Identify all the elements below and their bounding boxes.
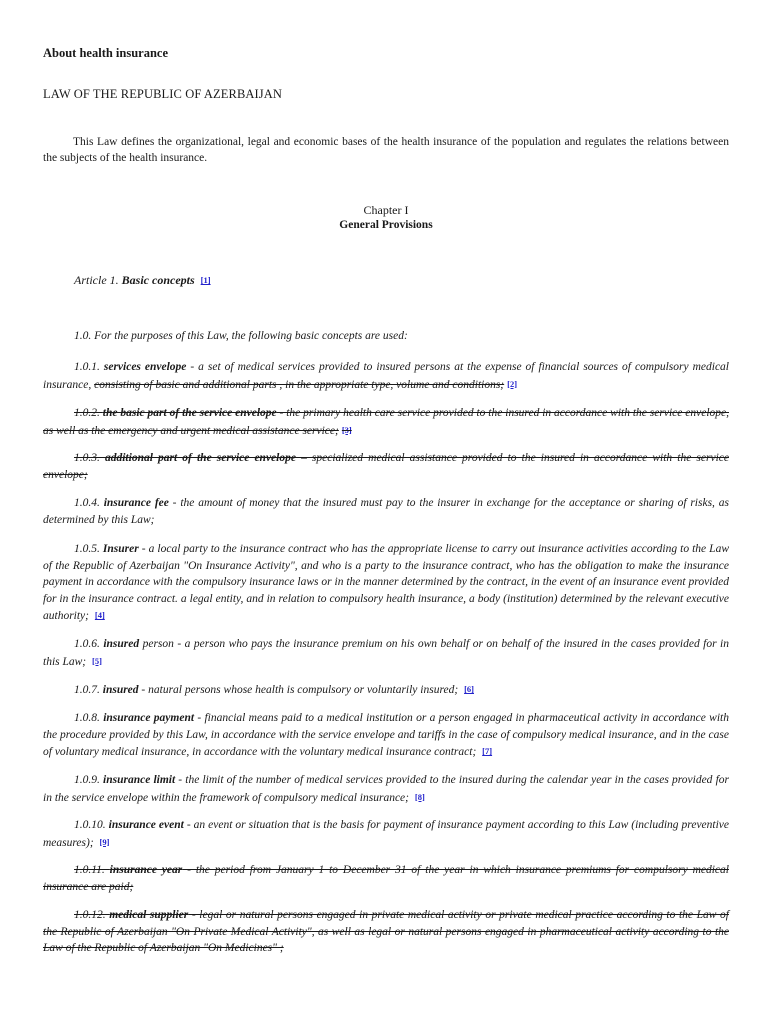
definition-item bbox=[43, 681, 729, 699]
definition-item bbox=[43, 636, 729, 670]
chapter-name: General Provisions bbox=[339, 219, 433, 231]
definition-item bbox=[43, 495, 729, 528]
preamble-paragraph: This Law defines the organizational, legal and economic bases of the health insurance of the population and regulates the relations between the subjects of the health insurance. bbox=[43, 136, 729, 164]
definition-item bbox=[43, 710, 729, 761]
article-prefix: Article 1. bbox=[74, 273, 122, 287]
footnote-link[interactable]: [5] bbox=[92, 655, 102, 666]
item-definition: - a set of medical services provided to insured persons at the expense of financial sources of compulsory medical insurance, bbox=[43, 361, 729, 391]
item-definition: - natural persons whose health is compulsory or voluntarily insured; bbox=[138, 684, 459, 696]
definition-item bbox=[43, 817, 729, 851]
definition-item bbox=[43, 907, 729, 957]
item-number: 1.0.12. bbox=[74, 909, 110, 921]
item-definition: - a local party to the insurance contract who has the appropriate license to carry out insurance activities according to the Law of the Republic of Azerbaijan "On Insurance Activity", and who is a party to the insurance contract, who has the obligation to make the insurance payment in accordance with the compulsory insurance laws or in the manner determined by the contract, in the event of an insurance event provided for in the insurance contract. a legal entity, and in relation to compulsory health insurance, a body (institution) determined by the relevant executive authority; bbox=[43, 543, 729, 622]
item-term: insurance fee bbox=[103, 497, 169, 509]
footnote-link[interactable]: [4] bbox=[94, 610, 105, 620]
item-definition: - the amount of money that the insured must pay to the insurer in exchange for the acceptance or sharing of risks, as determined by this Law; bbox=[43, 497, 729, 526]
item-term: insurance event bbox=[108, 819, 184, 831]
item-term: services envelope bbox=[103, 361, 187, 373]
item-number: 1.0.9. bbox=[74, 774, 104, 786]
item-number: 1.0.1. bbox=[74, 361, 104, 373]
definition-item bbox=[43, 541, 729, 625]
footnote-link[interactable]: [1] bbox=[200, 275, 211, 285]
item-term: insurance payment bbox=[103, 712, 195, 724]
definition-item bbox=[43, 862, 729, 895]
item-term: medical supplier bbox=[109, 909, 189, 921]
item-term: insured bbox=[103, 638, 140, 650]
item-number: 1.0.8. bbox=[74, 712, 104, 724]
document-title: About health insurance bbox=[43, 46, 169, 60]
article-heading bbox=[74, 273, 211, 288]
footnote-link[interactable]: [8] bbox=[414, 791, 425, 802]
item-number: 1.0.5. bbox=[74, 543, 103, 555]
footnote-link[interactable]: [6] bbox=[464, 684, 474, 694]
item-number: 1.0.2. bbox=[74, 407, 103, 419]
definition-item bbox=[43, 359, 729, 393]
item-definition: - an event or situation that is the basis for payment of insurance payment according to this Law (including preventive measures); bbox=[43, 819, 729, 849]
item-term: insurance year bbox=[109, 864, 183, 876]
item-definition: - the period from January 1 to December 31 of the year in which insurance premiums for compulsory medical insurance are paid; bbox=[43, 864, 729, 893]
item-term: the basic part of the service envelope bbox=[102, 407, 277, 419]
item-number: 1.0.4. bbox=[74, 497, 104, 509]
item-number: 1.0.3. bbox=[74, 452, 105, 464]
item-term: insurance limit bbox=[103, 774, 176, 786]
definition-item bbox=[43, 772, 729, 806]
item-number: 1.0.6. bbox=[74, 638, 104, 650]
law-title: LAW OF THE REPUBLIC OF AZERBAIJAN bbox=[43, 87, 283, 101]
item-term: additional part of the service envelope bbox=[104, 452, 296, 464]
definition-item bbox=[43, 405, 729, 439]
item-number: 1.0.11. bbox=[74, 864, 110, 876]
intro-paragraph: 1.0. For the purposes of this Law, the following basic concepts are used: bbox=[74, 330, 408, 342]
article-title: Basic concepts bbox=[121, 273, 195, 287]
item-term: insured bbox=[102, 684, 139, 696]
footnote-link[interactable]: [9] bbox=[99, 836, 110, 847]
item-definition: – specialized medical assistance provided to the insured in accordance with the service envelope; bbox=[43, 452, 729, 481]
item-struck-text: consisting of basic and additional parts , in the appropriate type, volume and conditions; bbox=[94, 378, 505, 391]
footnote-link[interactable]: [7] bbox=[482, 746, 493, 756]
item-number: 1.0.10. bbox=[74, 819, 109, 831]
item-definition: - financial means paid to a medical institution or a person engaged in pharmaceutical activity in accordance with the procedure provided by this Law, in accordance with the service envelope and tariffs in the case of compulsory medical insurance, and in the case of voluntary medical insurance, in accordance with the voluntary medical insurance contract; bbox=[43, 712, 729, 758]
item-definition: - legal or natural persons engaged in private medical activity or private medical practice according to the Law of the Republic of Azerbaijan "On Private Medical Activity", as well as legal or natural persons engaged in pharmaceutical activity according to the Law of the Republic of Azerbaijan "On Medicines" ; bbox=[43, 909, 729, 954]
item-term: Insurer bbox=[102, 543, 139, 555]
item-number: 1.0.7. bbox=[74, 684, 103, 696]
item-definition: - the limit of the number of medical services provided to the insured during the calendar year in the cases provided for in the service envelope within the framework of compulsory medical insurance; bbox=[43, 774, 729, 804]
item-definition: person - a person who pays the insurance premium on his own behalf or on behalf of the insured in the cases provided for in this Law; bbox=[43, 638, 729, 668]
footnote-link[interactable]: [2] bbox=[507, 378, 518, 389]
definition-item bbox=[43, 450, 729, 483]
chapter-number: Chapter I bbox=[363, 203, 409, 217]
footnote-link[interactable]: [3] bbox=[341, 424, 352, 435]
item-definition: - the primary health care service provided to the insured in accordance with the service envelope, as well as the emergency and urgent medical assistance service; bbox=[43, 407, 729, 437]
